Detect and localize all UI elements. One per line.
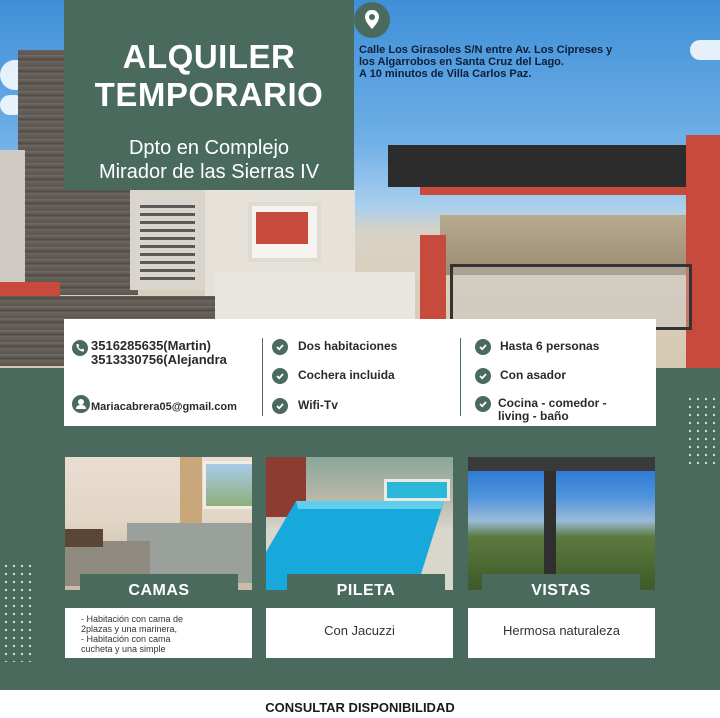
page-title bbox=[64, 38, 354, 114]
cta-text[interactable]: CONSULTAR DISPONIBILIDAD bbox=[265, 700, 455, 715]
cloud bbox=[690, 40, 720, 60]
dot-pattern bbox=[2, 562, 34, 662]
divider bbox=[460, 338, 461, 416]
phone-2[interactable]: 3513330756(Alejandra bbox=[91, 352, 227, 367]
pergola-beam bbox=[420, 187, 705, 195]
address-line-1: Calle Los Girasoles S/N entre Av. Los Cipreses y bbox=[359, 44, 613, 56]
subtitle-line-1: Dpto en Complejo bbox=[128, 137, 290, 159]
pool bbox=[266, 457, 453, 590]
feature-line: Cocina - comedor - bbox=[498, 396, 607, 410]
phone-1[interactable]: 3516285635(Martin) bbox=[91, 338, 211, 353]
red-ledge bbox=[0, 282, 60, 296]
pool-photo bbox=[266, 457, 453, 590]
address-line-2: los Algarrobos en Santa Cruz del Lago. bbox=[359, 56, 564, 68]
check-icon bbox=[272, 368, 288, 384]
gate-bars bbox=[140, 200, 195, 280]
desc-text: Con Jacuzzi bbox=[324, 623, 395, 638]
address-line-3: A 10 minutos de Villa Carlos Paz. bbox=[359, 68, 532, 80]
feature-item: Wifi-Tv bbox=[298, 398, 338, 412]
card-label-camas: CAMAS bbox=[80, 574, 238, 608]
card-label-pileta: PILETA bbox=[287, 574, 445, 608]
divider bbox=[262, 338, 263, 416]
view-photo bbox=[468, 457, 655, 590]
subtitle bbox=[64, 136, 354, 184]
check-icon bbox=[272, 398, 288, 414]
dot-pattern bbox=[686, 395, 718, 465]
phone-numbers bbox=[91, 339, 227, 367]
low-wall bbox=[215, 272, 415, 320]
red-column bbox=[686, 135, 720, 375]
title-line-2: TEMPORARIO bbox=[94, 76, 324, 113]
window-curtain bbox=[256, 212, 308, 244]
check-icon bbox=[475, 396, 491, 412]
feature-item: Dos habitaciones bbox=[298, 339, 398, 353]
window-frame bbox=[468, 457, 655, 471]
card-label-vistas: VISTAS bbox=[482, 574, 640, 608]
desc-text: Hermosa naturaleza bbox=[502, 623, 621, 638]
phone-icon bbox=[72, 340, 88, 356]
email[interactable]: Mariacabrera05@gmail.com bbox=[91, 401, 237, 413]
feature-item: Con asador bbox=[500, 368, 567, 382]
card-desc-vistas bbox=[468, 608, 655, 658]
feature-item bbox=[498, 397, 607, 423]
check-icon bbox=[272, 339, 288, 355]
house-wall bbox=[0, 150, 25, 290]
window bbox=[203, 461, 252, 509]
pergola-roof bbox=[388, 145, 706, 187]
feature-item: Hasta 6 personas bbox=[500, 339, 600, 353]
desc-line: cucheta y una simple bbox=[81, 644, 166, 654]
location-pin-icon bbox=[354, 2, 390, 38]
user-icon bbox=[72, 395, 90, 413]
headboard bbox=[65, 529, 103, 547]
check-icon bbox=[475, 339, 491, 355]
window-frame bbox=[544, 457, 556, 590]
bedroom-photo bbox=[65, 457, 252, 590]
card-desc-pileta bbox=[266, 608, 453, 658]
address-text bbox=[359, 44, 689, 80]
title-line-1: ALQUILER bbox=[122, 38, 296, 75]
feature-item: Cochera incluida bbox=[298, 368, 395, 382]
feature-line: living - baño bbox=[498, 409, 569, 423]
check-icon bbox=[475, 368, 491, 384]
desc-line: - Habitación con cama de bbox=[81, 614, 184, 624]
card-desc-camas bbox=[65, 608, 252, 658]
desc-line: 2plazas y una marinera, bbox=[81, 624, 178, 634]
subtitle-line-2: Mirador de las Sierras IV bbox=[98, 161, 320, 183]
desc-line: - Habitación con cama bbox=[81, 634, 171, 644]
